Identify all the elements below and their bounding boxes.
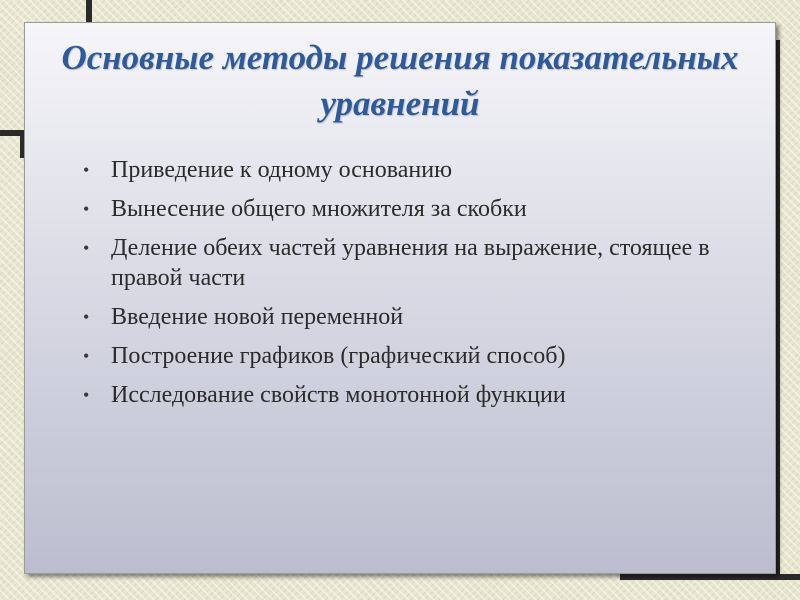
method-item — [81, 380, 751, 410]
bullet-icon: • — [83, 160, 90, 180]
bullet-icon: • — [83, 385, 90, 405]
bullet-icon: • — [83, 199, 90, 219]
frame-bar-bottom-horizontal — [620, 574, 800, 580]
bullet-icon: • — [83, 307, 90, 327]
method-item — [81, 341, 751, 371]
method-item — [81, 302, 751, 332]
method-item — [81, 194, 751, 224]
slide-title: Основные методы решения показательных уравнений — [61, 38, 739, 123]
method-item — [81, 155, 751, 185]
method-item-text: Приведение к одному основанию — [111, 157, 453, 183]
method-item-text: Вынесение общего множителя за скобки — [111, 196, 527, 222]
frame-bar-top-left-vertical — [86, 0, 92, 24]
method-item — [81, 233, 751, 293]
method-item-text: Построение графиков (графический способ) — [111, 343, 566, 369]
method-item-text: Деление обеих частей уравнения на выражение, стоящее в правой части — [111, 235, 710, 291]
bullet-icon: • — [83, 346, 90, 366]
methods-list — [81, 155, 751, 419]
method-item-text: Исследование свойств монотонной функции — [111, 382, 566, 408]
bullet-icon: • — [83, 238, 90, 258]
slide — [24, 22, 776, 574]
method-item-text: Введение новой переменной — [111, 304, 404, 330]
